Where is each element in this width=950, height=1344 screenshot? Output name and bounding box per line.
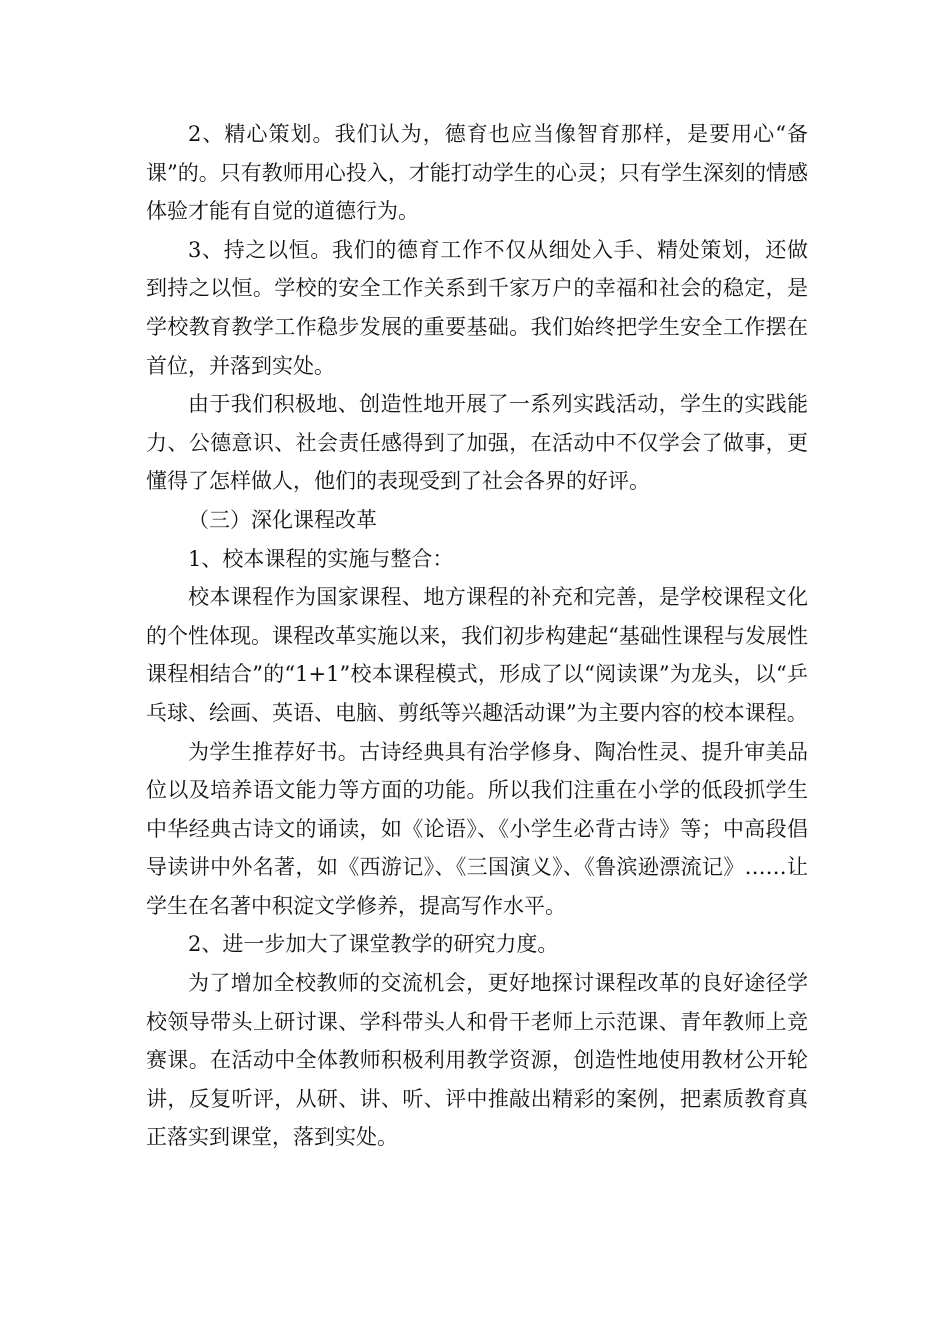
document-body xyxy=(146,115,808,1157)
paragraph-recommend-books: 为学生推荐好书。古诗经典具有治学修身、陶冶性灵、提升审美品位以及培养语文能力等方面的功能。所以我们注重在小学的低段抓学生中华经典古诗文的诵读，如《论语》、《小学生必背古诗》等；中高段倡导读讲中外名著，如《西游记》、《三国演义》、《鲁滨逊漂流记》……让学生在名著中积淀文学修养，提高写作水平。 xyxy=(146,739,808,918)
section-heading-curriculum-reform: （三）深化课程改革 xyxy=(188,507,377,532)
paragraph-practice-results: 由于我们积极地、创造性地开展了一系列实践活动，学生的实践能力、公德意识、社会责任感得到了加强，在活动中不仅学会了做事，更懂得了怎样做人，他们的表现受到了社会各界的好评。 xyxy=(146,392,808,494)
paragraph-school-curriculum: 校本课程作为国家课程、地方课程的补充和完善，是学校课程文化的个性体现。课程改革实施以来，我们初步构建起“基础性课程与发展性课程相结合”的“1+1”校本课程模式，形成了以“阅读课”为龙头，以“乒乓球、绘画、英语、电脑、剪纸等兴趣活动课”为主要内容的校本课程。 xyxy=(146,585,808,725)
paragraph-perseverance: 3、持之以恒。我们的德育工作不仅从细处入手、精处策划，还做到持之以恒。学校的安全工作关系到千家万户的幸福和社会的稳定，是学校教育教学工作稳步发展的重要基础。我们始终把学生安全工作摆在首位，并落到实处。 xyxy=(146,237,808,378)
subheading-classroom-research: 2、进一步加大了课堂教学的研究力度。 xyxy=(188,932,559,957)
subheading-school-curriculum: 1、校本课程的实施与整合： xyxy=(188,546,454,571)
paragraph-careful-planning: 2、精心策划。我们认为，德育也应当像智育那样，是要用心“备课”的。只有教师用心投入，才能打动学生的心灵；只有学生深刻的情感体验才能有自觉的道德行为。 xyxy=(146,122,808,224)
paragraph-teacher-exchange: 为了增加全校教师的交流机会，更好地探讨课程改革的良好途径学校领导带头上研讨课、学科带头人和骨干老师上示范课、青年教师上竞赛课。在活动中全体教师积极利用教学资源，创造性地使用教材公开轮讲，反复听评，从研、讲、听、评中推敲出精彩的案例，把素质教育真正落实到课堂，落到实处。 xyxy=(146,971,808,1150)
